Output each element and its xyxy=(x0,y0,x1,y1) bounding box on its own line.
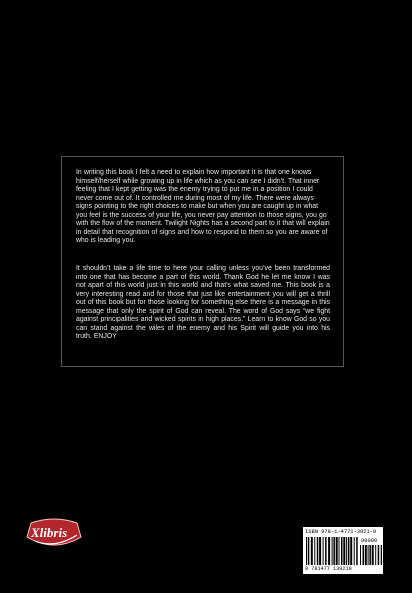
price-code: 90000 xyxy=(361,538,378,544)
publisher-logo-text: Xlibris xyxy=(31,525,68,540)
ean-barcode xyxy=(306,537,358,565)
synopsis-paragraph-2: It shouldn’t take a life time to here your calling unless you’ve been transformed into one that has become a part of this world. Thank God he let me know I was not apart of this world just in this world and that’s what saved me. This book is a very interesting read and for those that just like entertainment you will get a thrill out of this book but for those looking for something else there is a message in this message that only the spirit of God can reveal. The word of God says “we fight against principalities and wicked spirits in high places.” Learn to know God so you can stand against the wiles of the enemy and his Spirit will guide you into his truth. ENJOY xyxy=(76,265,330,341)
price-barcode xyxy=(360,545,382,565)
isbn-text: ISBN 978-1-4771-3921-9 xyxy=(305,529,377,535)
barcode-digits: 9 781477 139219 xyxy=(305,566,352,572)
synopsis-paragraph-1: In writing this book I felt a need to explain how important it is that one knows himself/herself while growing up in life which as you can see I didn’t. That inner feeling that I kept getting was the enemy trying to put me in a position I could never come out of. It controlled me during most of my life. There were always signs pointing to the right choices to make but when you are caught up in what you feel is the success of your life, you never pay attention to those signs, you go with the flow of the moment. Twilight Nights has a second part to it that will explain in detail that recognition of signs and how to respond to them so you are aware of who is leading you. xyxy=(76,169,330,245)
